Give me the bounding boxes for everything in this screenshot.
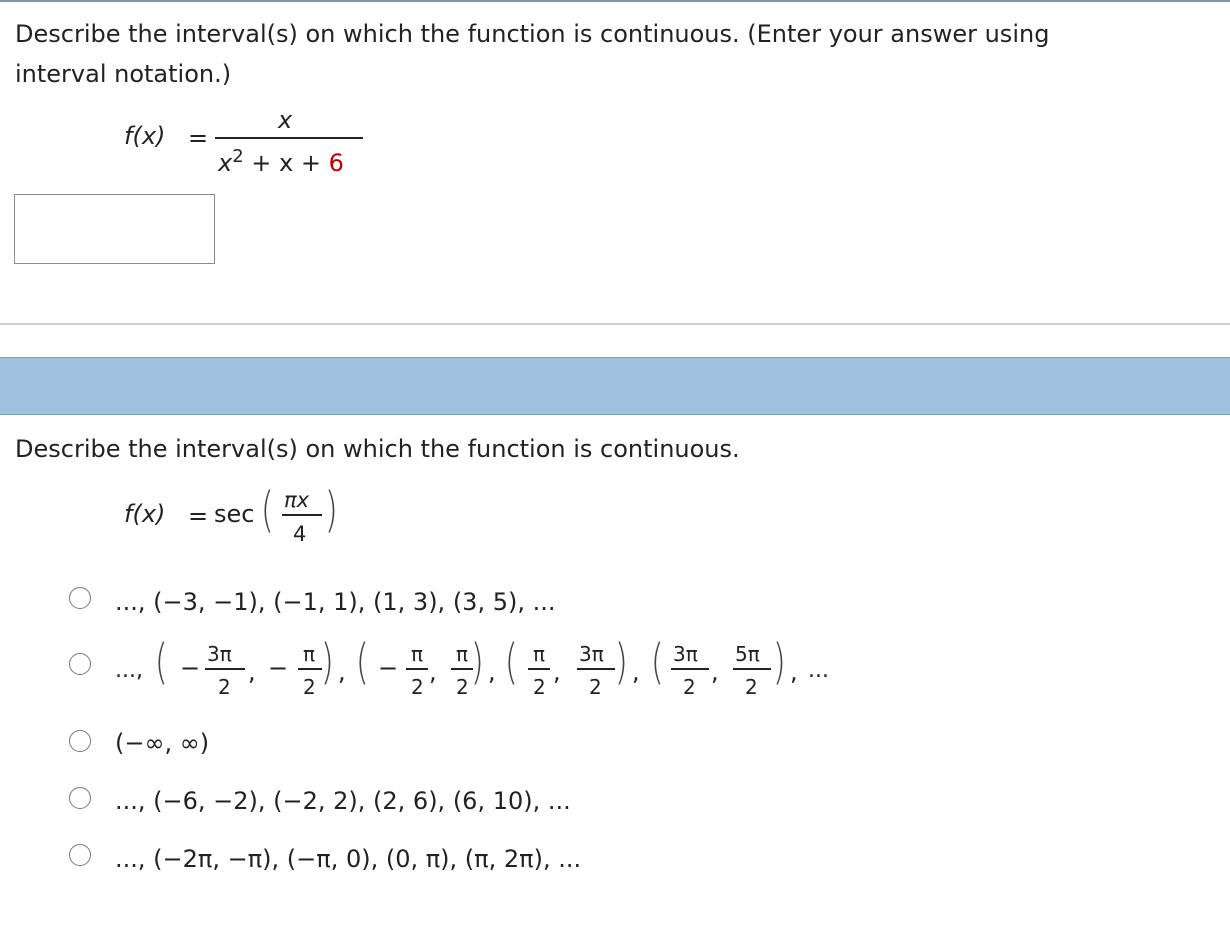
option2-interval1-a-bar bbox=[205, 668, 245, 670]
option2-interval4-b-bar bbox=[733, 668, 771, 670]
option2-interval2-a-bar bbox=[406, 668, 428, 670]
q2-fraction-bar bbox=[282, 514, 322, 516]
option2-interval2-close-paren: ) bbox=[470, 634, 484, 690]
option2-interval3-comma: , bbox=[553, 658, 561, 686]
option2-interval1-a-num: 3π bbox=[207, 642, 232, 666]
option2-interval3-b-num: 3π bbox=[579, 642, 604, 666]
option4-radio[interactable] bbox=[69, 787, 91, 809]
option2-interval3-a-bar bbox=[528, 668, 550, 670]
option2-sep2: , bbox=[488, 658, 496, 686]
question-header-band bbox=[0, 357, 1230, 415]
option2-interval1-a-den: 2 bbox=[218, 675, 231, 699]
option2-interval2-a-num: π bbox=[411, 642, 424, 666]
option2-interval4-a-num: 3π bbox=[673, 642, 698, 666]
option4-label: ..., (−6, −2), (−2, 2), (2, 6), (6, 10), ... bbox=[115, 787, 571, 815]
option2-interval1-b-num: π bbox=[303, 642, 316, 666]
q1-denom-rest: + x + bbox=[243, 149, 329, 177]
option2-interval2-b-bar bbox=[451, 668, 473, 670]
option2-sep3: , bbox=[632, 658, 640, 686]
option2-interval3-a-num: π bbox=[533, 642, 546, 666]
q2-equals-sign: = bbox=[188, 502, 209, 530]
question-separator bbox=[0, 323, 1230, 325]
option2-interval4-a-bar bbox=[671, 668, 709, 670]
option2-sep4: , bbox=[790, 658, 798, 686]
question2-prompt: Describe the interval(s) on which the function is continuous. bbox=[15, 435, 740, 463]
option2-leading-dots: ..., bbox=[115, 658, 143, 683]
q1-denom-constant: 6 bbox=[328, 149, 344, 177]
option2-radio[interactable] bbox=[69, 653, 91, 675]
q1-numerator: x bbox=[278, 106, 293, 134]
option1-radio[interactable] bbox=[69, 587, 91, 609]
q1-denom-exponent: 2 bbox=[232, 146, 244, 167]
q1-denominator bbox=[218, 146, 344, 177]
option2-interval1-b-sign: − bbox=[268, 654, 289, 682]
option2-interval3-open-paren: ( bbox=[504, 634, 518, 690]
option2-interval4-comma: , bbox=[711, 658, 719, 686]
option2-interval4-b-num: 5π bbox=[735, 642, 760, 666]
q1-equals-sign: = bbox=[188, 124, 209, 152]
q1-denom-x: x bbox=[218, 149, 233, 177]
option2-interval3-a-den: 2 bbox=[533, 675, 546, 699]
option2-interval2-a-den: 2 bbox=[411, 675, 424, 699]
option3-label: (−∞, ∞) bbox=[115, 729, 210, 757]
option2-interval4-close-paren: ) bbox=[772, 634, 786, 690]
q2-right-paren: ) bbox=[324, 482, 338, 538]
option1-label: ..., (−3, −1), (−1, 1), (1, 3), (3, 5), ... bbox=[115, 588, 556, 616]
option2-interval3-close-paren: ) bbox=[614, 634, 628, 690]
option2-interval2-open-paren: ( bbox=[355, 634, 369, 690]
q2-numerator: πx bbox=[284, 488, 310, 512]
q2-denominator: 4 bbox=[293, 522, 307, 546]
option2-interval2-a-sign: − bbox=[378, 654, 399, 682]
option2-interval1-close-paren: ) bbox=[320, 634, 334, 690]
question1-prompt-line1: Describe the interval(s) on which the function is continuous. (Enter your answer using bbox=[15, 20, 1050, 48]
option2-interval4-open-paren: ( bbox=[650, 634, 664, 690]
option2-interval1-b-den: 2 bbox=[303, 675, 316, 699]
option2-interval2-b-den: 2 bbox=[456, 675, 469, 699]
option5-label: ..., (−2π, −π), (−π, 0), (0, π), (π, 2π), ... bbox=[115, 845, 582, 873]
option2-interval3-b-den: 2 bbox=[589, 675, 602, 699]
option2-interval1-comma: , bbox=[248, 658, 256, 686]
q1-function-name: f(x) bbox=[124, 122, 166, 150]
answer-input[interactable] bbox=[14, 194, 215, 264]
option2-interval1-open-paren: ( bbox=[154, 634, 168, 690]
option2-interval2-b-num: π bbox=[456, 642, 469, 666]
question1-prompt-line2: interval notation.) bbox=[15, 60, 232, 88]
option3-radio[interactable] bbox=[69, 730, 91, 752]
q2-function-name: f(x) bbox=[124, 500, 166, 528]
option2-sep1: , bbox=[338, 658, 346, 686]
top-divider bbox=[0, 0, 1230, 2]
option5-radio[interactable] bbox=[69, 844, 91, 866]
option2-interval1-a-sign: − bbox=[180, 654, 201, 682]
q2-sec-function: sec bbox=[214, 500, 255, 528]
q1-fraction-bar bbox=[215, 137, 363, 139]
option2-interval4-b-den: 2 bbox=[745, 675, 758, 699]
option2-interval1-b-bar bbox=[298, 668, 322, 670]
q2-left-paren: ( bbox=[260, 482, 274, 538]
option2-interval2-comma: , bbox=[429, 658, 437, 686]
option2-trailing-dots: ... bbox=[808, 658, 829, 683]
option2-interval4-a-den: 2 bbox=[683, 675, 696, 699]
option2-interval3-b-bar bbox=[577, 668, 615, 670]
